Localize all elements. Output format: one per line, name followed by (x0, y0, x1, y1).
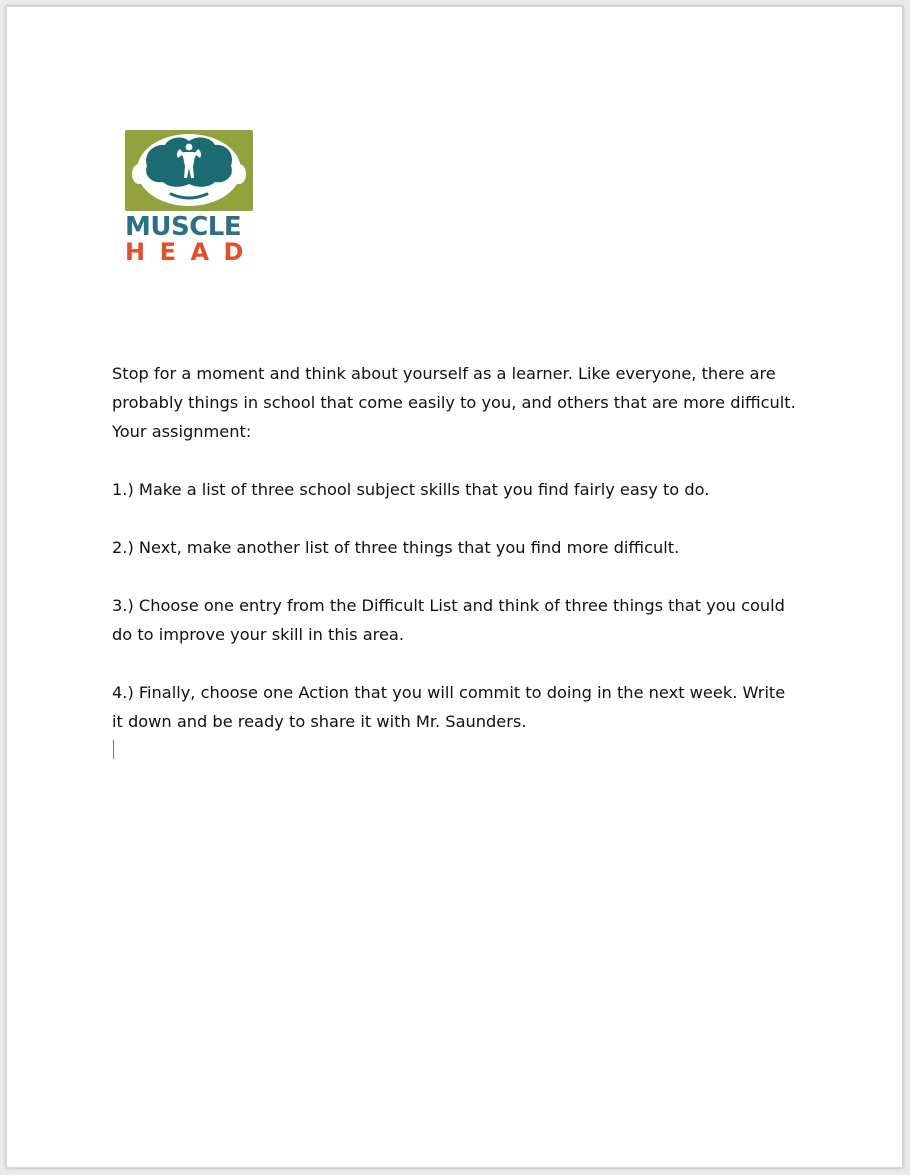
intro-line: Your assignment: (112, 422, 252, 441)
list-item (112, 533, 832, 562)
document-body[interactable] (112, 359, 832, 736)
list-item-line: 4.) Finally, choose one Action that you will commit to doing in the next week. Write (112, 683, 786, 702)
logo-word-head: HEAD (125, 238, 258, 266)
list-item-line: it down and be ready to share it with Mr. Saunders. (112, 712, 527, 731)
list-item-line: do to improve your skill in this area. (112, 625, 404, 644)
list-item (112, 591, 832, 649)
bodybuilder-head-icon (125, 130, 253, 211)
document-page[interactable] (6, 6, 903, 1168)
list-item-line: 1.) Make a list of three school subject skills that you find fairly easy to do. (112, 480, 710, 499)
list-item (112, 475, 832, 504)
text-cursor (113, 740, 114, 759)
list-item-line: 3.) Choose one entry from the Difficult List and think of three things that you could (112, 596, 785, 615)
intro-paragraph (112, 359, 832, 446)
musclehead-logo (125, 130, 257, 266)
logo-badge (125, 130, 253, 211)
intro-line: Stop for a moment and think about yourself as a learner. Like everyone, there are (112, 364, 776, 383)
logo-word-muscle: MUSCLE (125, 212, 242, 242)
list-item-line: 2.) Next, make another list of three things that you find more difficult. (112, 538, 680, 557)
intro-line: probably things in school that come easily to you, and others that are more difficult. (112, 393, 796, 412)
list-item (112, 678, 832, 736)
